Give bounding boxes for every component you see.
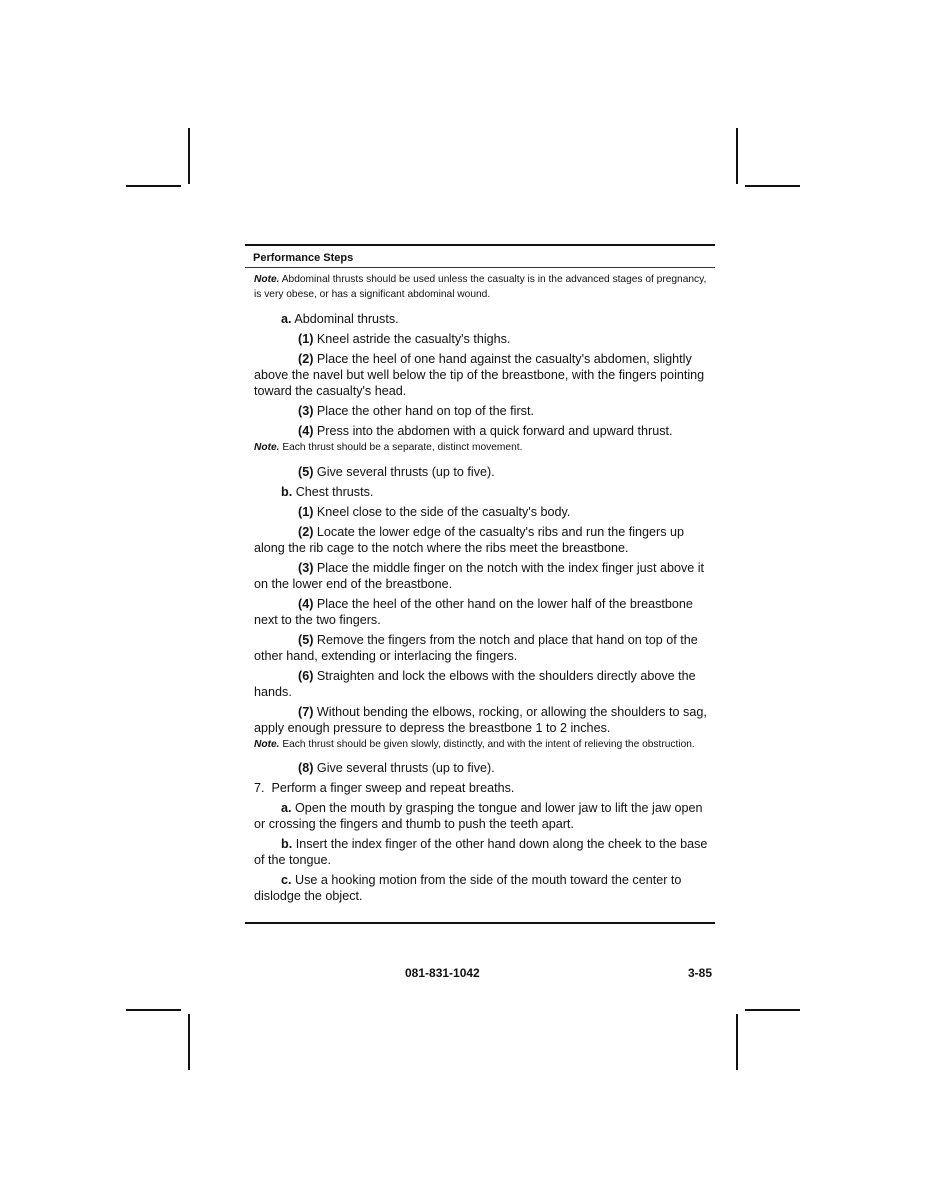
step-number: (1): [298, 504, 314, 519]
step-text: Place the other hand on top of the first.: [316, 404, 534, 418]
crop-mark-tl-horizontal: [126, 185, 181, 187]
step-number: (1): [298, 332, 314, 346]
step-number: (7): [298, 704, 314, 719]
step-text: Remove the fingers from the notch and place that hand on top of the other hand, extending or interlacing the fingers.: [254, 632, 698, 663]
step-a5: [254, 464, 715, 480]
steps-body: [245, 273, 715, 904]
step-7: [254, 780, 715, 796]
note-label: Note.: [254, 274, 280, 285]
crop-mark-tr-horizontal: [745, 185, 800, 187]
heading-rule: [245, 267, 715, 268]
substep-label: b.: [281, 484, 293, 499]
crop-mark-br-vertical: [736, 1014, 738, 1070]
footer-page-number: 3-85: [688, 966, 713, 980]
step-number: (8): [298, 761, 314, 775]
step-number: (5): [298, 464, 314, 479]
step-text: Place the middle finger on the notch with the index finger just above it on the lower end of the breastbone.: [254, 560, 705, 591]
step-a4: [254, 423, 715, 439]
step-b3: [254, 560, 715, 592]
crop-mark-bl-horizontal: [126, 1009, 181, 1011]
substep-a: [254, 311, 715, 327]
substep-label: a.: [281, 801, 292, 815]
step-b7: [254, 704, 715, 736]
substep-text: Abdominal thrusts.: [294, 312, 399, 326]
crop-mark-bl-vertical: [188, 1014, 190, 1070]
substep-text: Use a hooking motion from the side of the mouth toward the center to dislodge the object.: [254, 873, 682, 903]
step-7b: [254, 836, 715, 868]
note-label: Note.: [254, 442, 280, 453]
substep-label: a.: [281, 312, 292, 326]
substep-text: Insert the index finger of the other hand down along the cheek to the base of the tongue.: [254, 837, 708, 867]
step-b5: [254, 632, 715, 664]
step-a1: [254, 331, 715, 347]
step-number: (2): [298, 524, 314, 539]
note-separate-thrust: [254, 441, 715, 456]
substep-text: Chest thrusts.: [295, 484, 374, 499]
step-text: Perform a finger sweep and repeat breaths.: [271, 781, 515, 795]
performance-steps-block: [245, 244, 715, 924]
step-a2: [254, 351, 715, 399]
note-text: Abdominal thrusts should be used unless the casualty is in the advanced stages of pregnancy, is very obese, or has a significant abdominal wound.: [254, 274, 707, 300]
step-b8: [254, 760, 715, 776]
substep-label: b.: [281, 837, 293, 851]
step-number: (4): [298, 596, 314, 611]
step-number: (6): [298, 668, 314, 683]
step-number: (2): [298, 352, 314, 366]
step-text: Without bending the elbows, rocking, or allowing the shoulders to sag, apply enough pressure to depress the breastbone 1 to 2 inches.: [254, 704, 707, 735]
crop-mark-br-horizontal: [745, 1009, 800, 1011]
crop-mark-tl-vertical: [188, 128, 190, 184]
step-number: (5): [298, 632, 314, 647]
step-text: Straighten and lock the elbows with the shoulders directly above the hands.: [254, 668, 696, 699]
step-text: Give several thrusts (up to five).: [316, 464, 495, 479]
step-number: (4): [298, 424, 314, 438]
step-text: Place the heel of one hand against the casualty's abdomen, slightly above the navel but well below the tip of the breastbone, with the fingers pointing toward the casualty's head.: [254, 352, 705, 398]
step-text: Kneel close to the side of the casualty's body.: [316, 504, 571, 519]
step-text: Locate the lower edge of the casualty's ribs and run the fingers up along the rib cage to the notch where the ribs meet the breastbone.: [254, 524, 685, 555]
step-a3: [254, 403, 715, 419]
step-text: Kneel astride the casualty's thighs.: [316, 332, 511, 346]
step-b1: [254, 504, 715, 520]
bottom-rule: [245, 922, 715, 924]
crop-mark-tr-vertical: [736, 128, 738, 184]
step-number: (3): [298, 560, 314, 575]
note-abdominal-thrusts: [254, 273, 715, 302]
note-text: Each thrust should be a separate, distinct movement.: [282, 442, 523, 453]
note-text: Each thrust should be given slowly, distinctly, and with the intent of relieving the obstruction.: [282, 738, 695, 750]
step-b4: [254, 596, 715, 628]
step-7c: [254, 872, 715, 904]
substep-text: Open the mouth by grasping the tongue and lower jaw to lift the jaw open or crossing the fingers and thumb to push the teeth apart.: [254, 801, 703, 831]
substep-b: [254, 484, 715, 500]
step-text: Place the heel of the other hand on the lower half of the breastbone next to the two fingers.: [254, 596, 693, 627]
step-number: (3): [298, 404, 314, 418]
note-label: Note.: [254, 738, 280, 750]
step-b2: [254, 524, 715, 556]
note-thrust-slowly: [254, 738, 715, 753]
step-number: 7.: [254, 781, 265, 795]
step-b6: [254, 668, 715, 700]
step-text: Press into the abdomen with a quick forward and upward thrust.: [316, 424, 673, 438]
section-heading: Performance Steps: [253, 252, 354, 264]
step-7a: [254, 800, 715, 832]
substep-label: c.: [281, 873, 292, 887]
footer-document-number: 081-831-1042: [405, 966, 480, 980]
step-text: Give several thrusts (up to five).: [316, 761, 495, 775]
